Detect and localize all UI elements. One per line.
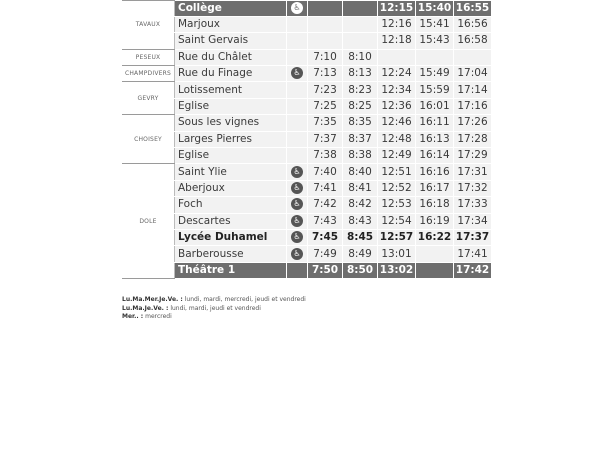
town-label: DOLE (122, 164, 175, 279)
table-row (122, 98, 491, 114)
accessibility-cell (287, 1, 308, 17)
accessibility-cell (287, 164, 308, 180)
table-row (122, 213, 491, 229)
departure-time: 12:24 (378, 66, 416, 82)
departure-time: 7:50 (308, 262, 343, 278)
departure-time: 8:23 (343, 82, 378, 98)
departure-time: 12:54 (378, 213, 416, 229)
legend-text: lundi, mardi, jeudi et vendredi (168, 304, 261, 312)
wheelchair-icon: ♿ (291, 248, 303, 260)
departure-time: 17:42 (454, 262, 492, 278)
departure-time: 17:32 (454, 180, 492, 196)
departure-time: 16:56 (454, 16, 492, 32)
accessibility-cell (287, 49, 308, 65)
departure-time: 7:38 (308, 148, 343, 164)
accessibility-cell (287, 131, 308, 147)
departure-time: 17:34 (454, 213, 492, 229)
stop-name: Eglise (175, 148, 287, 164)
timetable (122, 0, 491, 279)
departure-time: 16:22 (416, 229, 454, 245)
departure-time (343, 16, 378, 32)
departure-time: 8:38 (343, 148, 378, 164)
departure-time: 7:42 (308, 197, 343, 213)
table-row (122, 66, 491, 82)
legend-text: lundi, mardi, mercredi, jeudi et vendredi (182, 296, 306, 303)
wheelchair-icon: ♿ (291, 182, 303, 194)
table-row (122, 164, 491, 180)
departure-time: 7:40 (308, 164, 343, 180)
wheelchair-icon: ♿ (291, 231, 303, 243)
table-row (122, 16, 491, 32)
table-row (122, 131, 491, 147)
wheelchair-icon: ♿ (291, 166, 303, 178)
departure-time: 16:11 (416, 115, 454, 131)
stop-name: Lycée Duhamel (175, 229, 287, 245)
stop-name: Aberjoux (175, 180, 287, 196)
accessibility-cell (287, 98, 308, 114)
departure-time: 8:40 (343, 164, 378, 180)
accessibility-cell (287, 33, 308, 49)
departure-time: 15:43 (416, 33, 454, 49)
departure-time: 17:41 (454, 246, 492, 262)
accessibility-cell (287, 246, 308, 262)
departure-time: 12:53 (378, 197, 416, 213)
departure-time: 8:25 (343, 98, 378, 114)
table-row (122, 246, 491, 262)
departure-time (416, 246, 454, 262)
departure-time: 12:49 (378, 148, 416, 164)
departure-time: 7:23 (308, 82, 343, 98)
departure-time: 12:16 (378, 16, 416, 32)
departure-time: 17:28 (454, 131, 492, 147)
departure-time: 12:18 (378, 33, 416, 49)
departure-time: 16:13 (416, 131, 454, 147)
departure-time (308, 1, 343, 17)
table-row (122, 33, 491, 49)
wheelchair-icon: ♿ (291, 198, 303, 210)
stop-name: Sous les vignes (175, 115, 287, 131)
departure-time: 12:51 (378, 164, 416, 180)
stop-name: Collège (175, 1, 287, 17)
table-row (122, 148, 491, 164)
departure-time: 12:36 (378, 98, 416, 114)
town-label: CHAMPDIVERS (122, 66, 175, 82)
stop-name: Marjoux (175, 16, 287, 32)
departure-time: 12:34 (378, 82, 416, 98)
departure-time: 15:40 (416, 1, 454, 17)
departure-time: 15:49 (416, 66, 454, 82)
departure-time: 7:45 (308, 229, 343, 245)
legend-key: Lu.Ma.Je.Ve. : (122, 304, 169, 312)
departure-time: 17:26 (454, 115, 492, 131)
accessibility-cell (287, 197, 308, 213)
departure-time: 8:13 (343, 66, 378, 82)
departure-time (416, 262, 454, 278)
departure-time: 16:19 (416, 213, 454, 229)
departure-time: 17:31 (454, 164, 492, 180)
departure-time: 12:15 (378, 1, 416, 17)
table-row (122, 115, 491, 131)
departure-time (343, 1, 378, 17)
departure-time (378, 49, 416, 65)
departure-time: 7:35 (308, 115, 343, 131)
table-row (122, 49, 491, 65)
departure-time: 8:45 (343, 229, 378, 245)
table-row (122, 82, 491, 98)
departure-time: 16:14 (416, 148, 454, 164)
departure-time (308, 33, 343, 49)
departure-time: 8:10 (343, 49, 378, 65)
departure-time: 15:41 (416, 16, 454, 32)
departure-time: 7:10 (308, 49, 343, 65)
departure-time: 15:59 (416, 82, 454, 98)
departure-time: 16:58 (454, 33, 492, 49)
accessibility-cell (287, 115, 308, 131)
town-label: TAVAUX (122, 1, 175, 50)
accessibility-cell (287, 229, 308, 245)
accessibility-cell (287, 180, 308, 196)
legend-key: Mer.. : (122, 313, 144, 320)
departure-time: 16:16 (416, 164, 454, 180)
departure-time: 16:18 (416, 197, 454, 213)
town-label: CHOISEY (122, 115, 175, 164)
table-row (122, 197, 491, 213)
legend (122, 296, 306, 322)
departure-time: 16:17 (416, 180, 454, 196)
departure-time (454, 49, 492, 65)
departure-time: 8:49 (343, 246, 378, 262)
accessibility-cell (287, 148, 308, 164)
departure-time: 8:41 (343, 180, 378, 196)
departure-time: 17:29 (454, 148, 492, 164)
stop-name: Eglise (175, 98, 287, 114)
accessibility-cell (287, 262, 308, 278)
table-row (122, 229, 491, 245)
accessibility-cell (287, 82, 308, 98)
departure-time: 16:55 (454, 1, 492, 17)
departure-time: 8:35 (343, 115, 378, 131)
accessibility-cell (287, 213, 308, 229)
stop-name: Descartes (175, 213, 287, 229)
departure-time (416, 49, 454, 65)
departure-time: 8:50 (343, 262, 378, 278)
departure-time: 12:52 (378, 180, 416, 196)
departure-time: 17:14 (454, 82, 492, 98)
departure-time (343, 33, 378, 49)
stop-name: Saint Ylie (175, 164, 287, 180)
departure-time: 17:33 (454, 197, 492, 213)
departure-time: 7:43 (308, 213, 343, 229)
town-label: GEVRY (122, 82, 175, 115)
accessibility-cell (287, 66, 308, 82)
departure-time: 8:42 (343, 197, 378, 213)
legend-line (122, 305, 306, 314)
departure-time: 7:25 (308, 98, 343, 114)
departure-time: 12:46 (378, 115, 416, 131)
departure-time: 12:57 (378, 229, 416, 245)
stop-name: Rue du Châlet (175, 49, 287, 65)
departure-time: 17:04 (454, 66, 492, 82)
departure-time: 8:43 (343, 213, 378, 229)
departure-time: 7:49 (308, 246, 343, 262)
departure-time: 13:02 (378, 262, 416, 278)
wheelchair-icon: ♿ (291, 215, 303, 227)
stop-name: Théâtre 1 (175, 262, 287, 278)
departure-time: 8:37 (343, 131, 378, 147)
stop-name: Lotissement (175, 82, 287, 98)
departure-time: 12:48 (378, 131, 416, 147)
departure-time: 16:01 (416, 98, 454, 114)
stop-name: Rue du Finage (175, 66, 287, 82)
table-row (122, 262, 491, 278)
table-row (122, 180, 491, 196)
accessibility-cell (287, 16, 308, 32)
departure-time: 17:37 (454, 229, 492, 245)
legend-key: Lu.Ma.Mer.Je.Ve. : (122, 296, 183, 303)
town-label: PESEUX (122, 49, 175, 65)
departure-time: 7:37 (308, 131, 343, 147)
wheelchair-icon: ♿ (291, 2, 303, 14)
legend-text: mercredi (143, 313, 172, 320)
legend-line (122, 296, 306, 305)
stop-name: Barberousse (175, 246, 287, 262)
stop-name: Larges Pierres (175, 131, 287, 147)
wheelchair-icon: ♿ (291, 67, 303, 79)
departure-time: 7:41 (308, 180, 343, 196)
legend-line (122, 313, 306, 322)
departure-time: 17:16 (454, 98, 492, 114)
departure-time: 7:13 (308, 66, 343, 82)
stop-name: Foch (175, 197, 287, 213)
departure-time: 13:01 (378, 246, 416, 262)
table-row (122, 1, 491, 17)
stop-name: Saint Gervais (175, 33, 287, 49)
departure-time (308, 16, 343, 32)
